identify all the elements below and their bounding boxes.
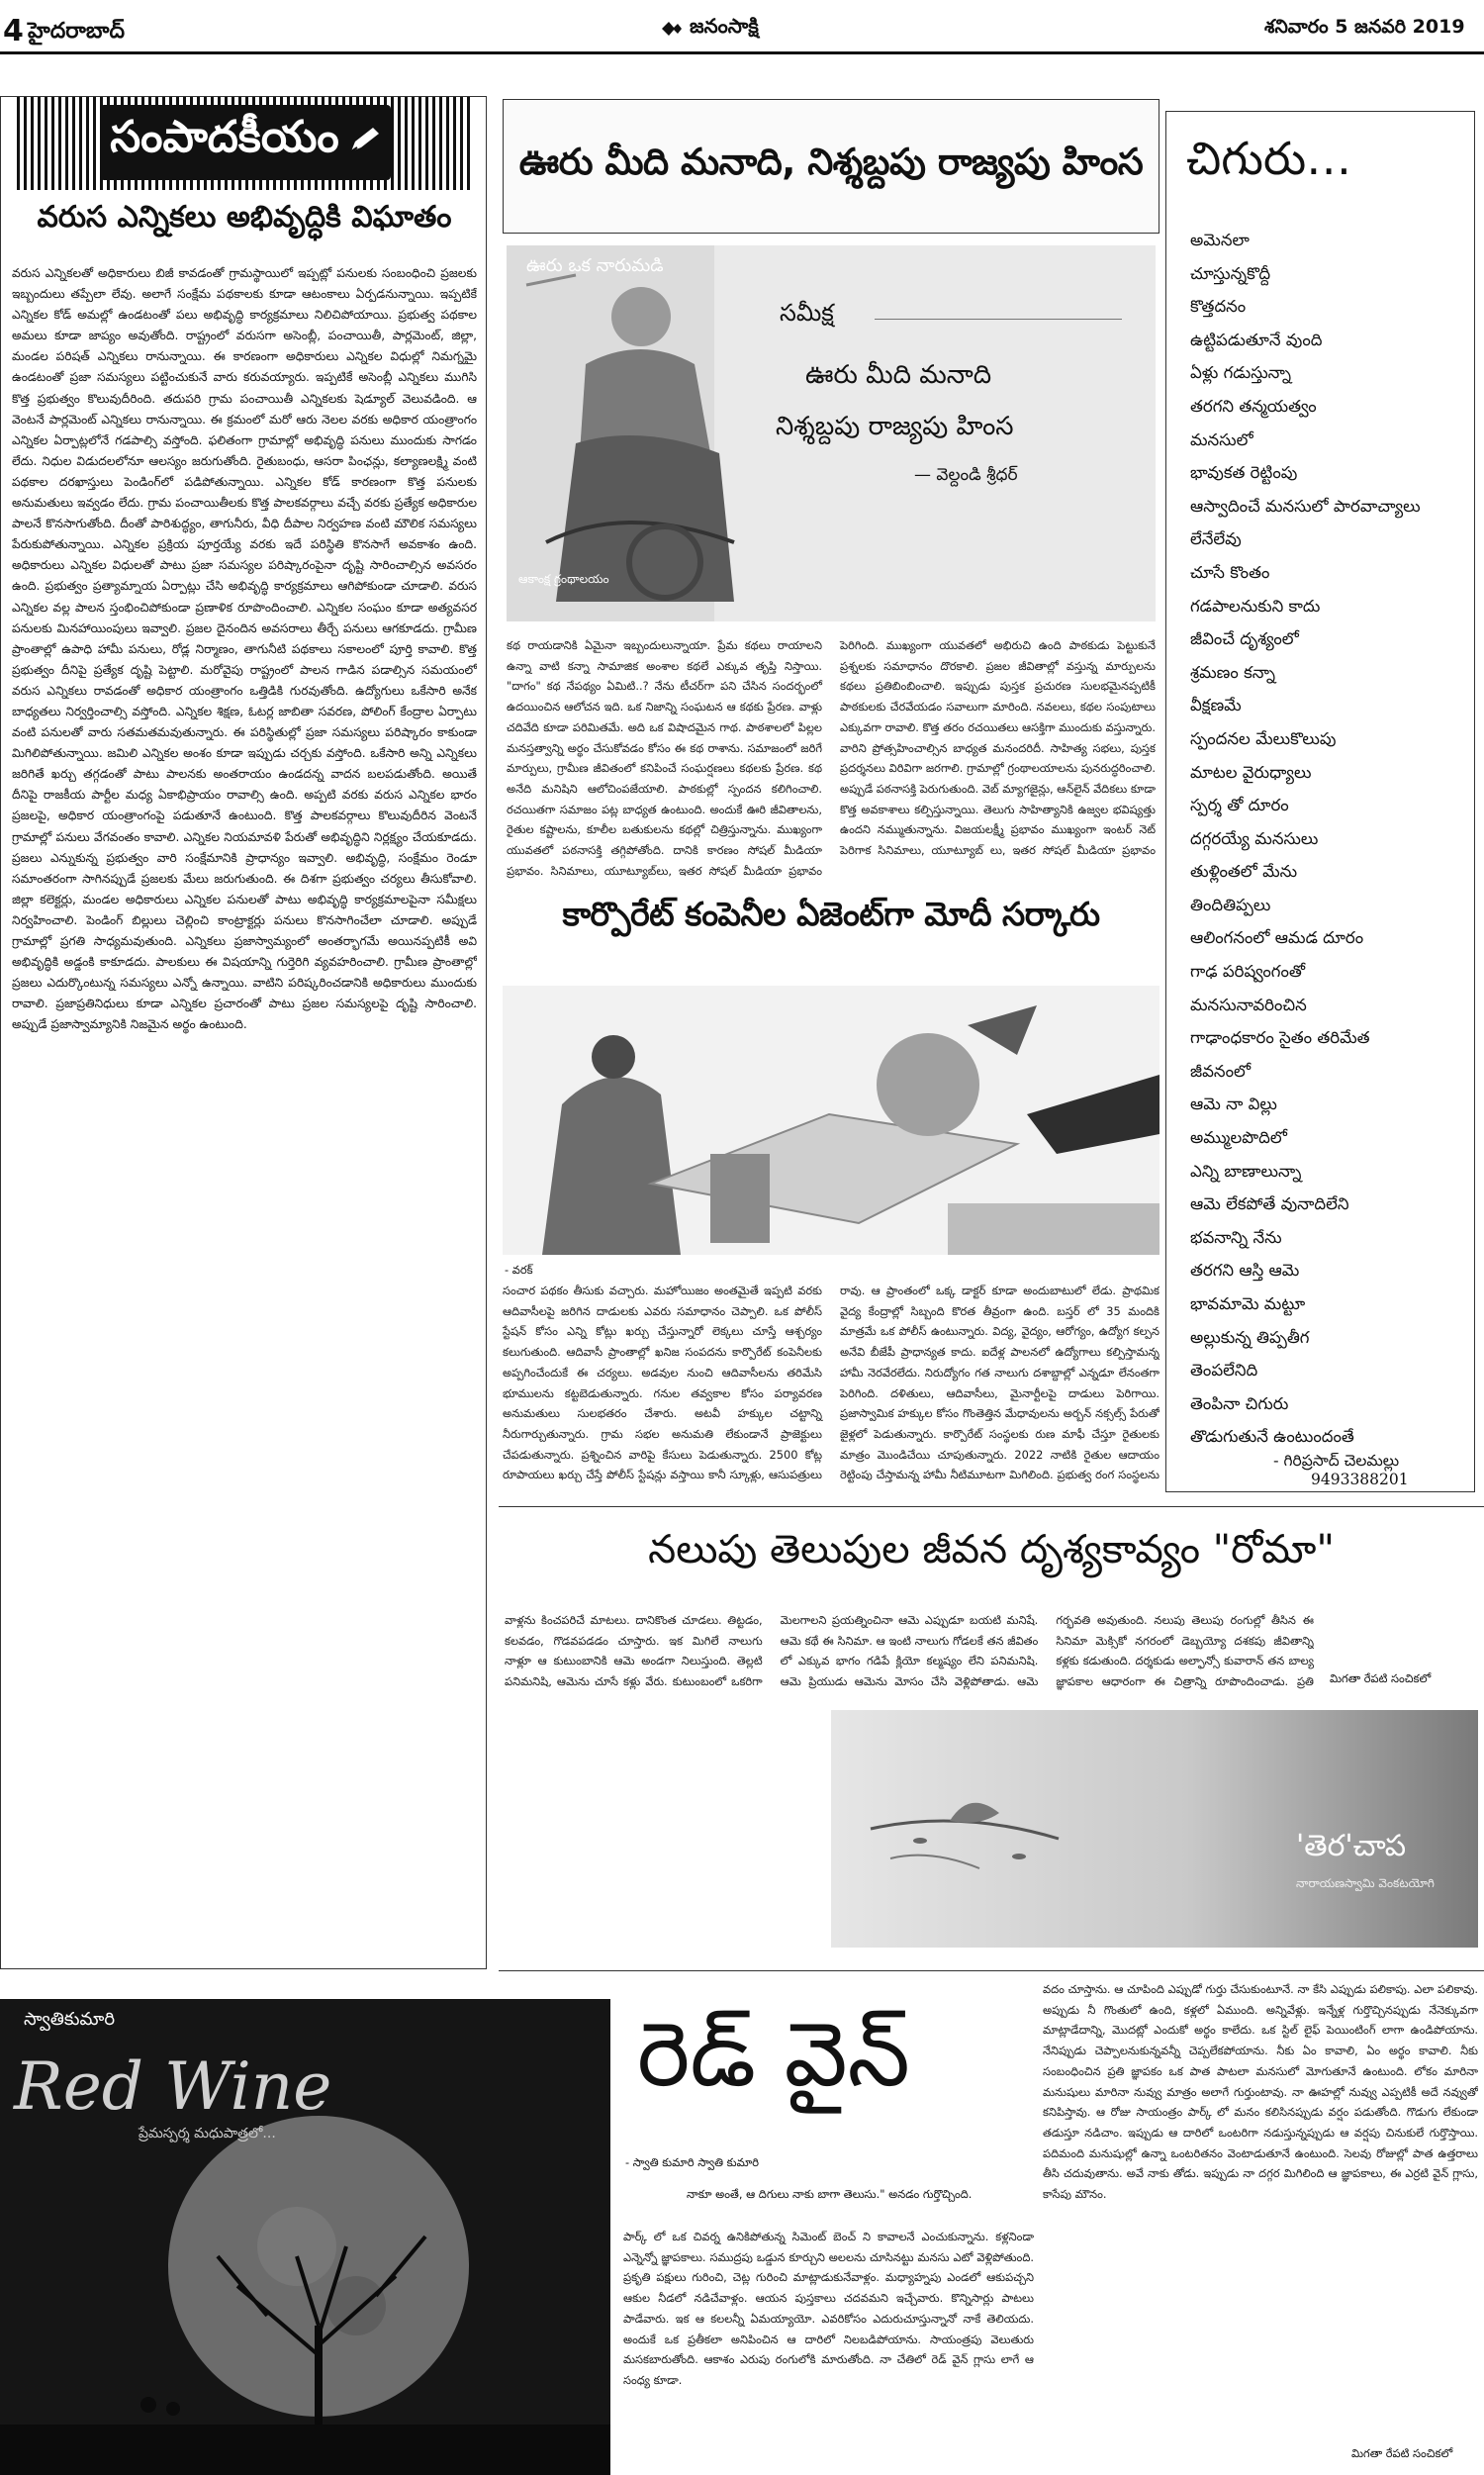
redwine-image-subtitle: ప్రేమస్పర్శ మధుపాత్రలో... xyxy=(139,2126,276,2142)
poem-phone: 9493388201 xyxy=(1311,1471,1409,1488)
poem-line: ఆమె నా విల్లు xyxy=(1190,1095,1277,1114)
poem-section xyxy=(1165,111,1475,1492)
redwine-section xyxy=(0,1979,1484,2475)
poem-line: జీవనంలో xyxy=(1190,1061,1252,1081)
roma-body: వాళ్లను కించపరిచే మాటలు. దానికొంత చూడలు. తిట్టడం, కలవడం, గొడవపడడం చూస్తారు. ఇక మిగిలే నాలుగు నాళ్లూ ఆ కుటుంబానికి ఆమె అండగా నిలుస్తుంది. తెల్లటి పనిమనిషి, ఆమెను చూసే కళ్లు వేరు. కుటుంబంలో ఒకరిగా మెలగాలని ప్రయత్నించినా ఆమె ఎప్పుడూ బయటి మనిషే. ఆమె కథే ఈ సినిమా. ఆ ఇంటి నాలుగు గోడలకే తన జీవితం లో ఎక్కువ భాగం గడిపే క్లియో కల్మష్యం లేని పనిమనిషి. ఆమె ప్రియుడు ఆమెను మోసం చేసి వెళ్లిపోతాడు. ఆమె గర్భవతి అవుతుంది. నలుపు తెలుపు రంగుల్లో తీసిన ఈ సినిమా మెక్సికో నగరంలో డెబ్బయ్యో దశకపు జీవితాన్ని కళ్లకు కడుతుంది. దర్శకుడు అల్ఫాన్సో కువారాన్‌ తన బాల్య జ్ఞాపకాల ఆధారంగా ఈ చిత్రాన్ని రూపొందించాడు. ప్రతి xyxy=(505,1613,1314,1689)
editorial-banner-plate xyxy=(100,105,391,180)
modi-section xyxy=(503,895,1159,1504)
issue-date: శనివారం 5 జనవరి 2019 xyxy=(1264,16,1465,38)
pen-icon xyxy=(347,126,381,159)
poem-line: దగ్గరయ్యే మనసులు xyxy=(1190,828,1319,848)
poem-line: లేనేలేవు xyxy=(1190,529,1242,549)
city-label: హైదరాబాద్ xyxy=(28,19,125,44)
masthead xyxy=(661,14,759,43)
roma-continued: మిగతా రేపటి సంచికలో xyxy=(1330,1671,1432,1685)
book-cover-publisher: ఆకాంక్ష గ్రంథాలయం xyxy=(518,572,609,586)
review-box-title-2: నిశ్శబ్దపు రాజ్యపు హింస xyxy=(776,412,1014,441)
roma-body-left xyxy=(505,1610,1314,1705)
poem-line: తరగని తన్మయత్వం xyxy=(1190,396,1317,416)
poem-line: స్పందనల మేలుకొలుపు xyxy=(1190,728,1337,748)
review-body: కథ రాయడానికి ఏమైనా ఇబ్బందులున్నాయా. ప్రేమ కథలు రాయాలని ఉన్నా వాటి కన్నా సామాజిక అంశాల కథలే ఎక్కువ తృప్తి నిస్తాయి. "దాగం" కథ నేపథ్యం ఏమిటి..? నేను టీచర్‌గా పని చేసిన సందర్భంలో ఉదయించిన ఆలోచన ఇది. ఒక నిజాన్ని సంఘటన ఆ కథకు ప్రేరణ. వాళ్లు చదివేది కూడా పరిమితమే. అది ఒక విషాదమైన గాథ. పాఠశాలలో పిల్లల మనస్తత్వాన్ని అర్థం చేసుకోవడం కోసం ఈ కథ రాశాను. సమాజంలో జరిగే మార్పులు, గ్రామీణ జీవితంలో కనిపించే సంఘర్షణలు కథలకు ప్రేరణ. కథ అనేది మనిషిని ఆలోచింపజేయాలి. పాఠకుల్లో స్పందన కలిగించాలి. రచయితగా సమాజం పట్ల బాధ్యత ఉంటుంది. అందుకే ఊరి జీవితాలను, రైతుల కష్టాలను, కూలీల బతుకులను కథల్లో చిత్రిస్తున్నాను. ముఖ్యంగా యువతలో పఠనాసక్తి తగ్గిపోతోంది. దానికి కారణం సోషల్‌ మీడియా ప్రభావం. సినిమాలు, యూట్యూబ్‌లు, ఇతర సోషల్‌ మీడియా ప్రభావం పెరిగింది. ముఖ్యంగా యువతలో అభిరుచి ఉంది పాఠకుడు పెట్టుకునే ప్రశ్నలకు సమాధానం దొరకాలి. ప్రజల జీవితాల్లో వస్తున్న మార్పులను కథలు ప్రతిబింబించాలి. ఇప్పుడు పుస్తక ప్రచురణ సులభమైనప్పటికీ పాఠకులకు చేరవేయడం సవాలుగా మారింది. నవలలు, కథల సంపుటాలు ఎక్కువగా రావాలి. కొత్త తరం రచయితలు ఆసక్తిగా ముందుకు వస్తున్నారు. వారిని ప్రోత్సహించాల్సిన బాధ్యత మనందరిదీ. సాహిత్య సభలు, పుస్తక ప్రదర్శనలు విరివిగా జరగాలి. గ్రామాల్లో గ్రంథాలయాలను పునరుద్ధరించాలి. అప్పుడే పఠనాసక్తి పెరుగుతుంది. వెబ్‌ మ్యాగజైన్లు, ఆన్‌లైన్‌ వేదికలు కూడా కొత్త అవకాశాలు కల్పిస్తున్నాయి. తెలుగు సాహిత్యానికి ఉజ్వల భవిష్యత్తు ఉందని నమ్ముతున్నాను. విజయలక్ష్మీ ప్రభావం ముఖ్యంగా ఇంటర్‌ నెట్‌ పెరిగాక సినిమాలు, యూట్యూబ్‌ లు, ఇతర సోషల్‌ మీడియా ప్రభావం xyxy=(507,638,1156,878)
poem-line: శ్రమణం కన్నా xyxy=(1190,662,1276,682)
poem-line: ఆలింగనంలో ఆమడ దూరం xyxy=(1190,928,1364,948)
poem-line: మనసులో xyxy=(1190,429,1253,449)
poem-line: కొత్తదనం xyxy=(1190,297,1247,317)
editorial-section xyxy=(0,96,487,1969)
poem-lines xyxy=(1190,224,1467,1454)
book-cover-title: ఊరు ఒక నారుమడి xyxy=(526,255,664,276)
header-rule xyxy=(0,51,1484,54)
redwine-body-1: పార్క్‌ లో ఒక చివర్న ఉనికిపోతున్న సిమెంట్‌ బెంచ్‌ ని కావాలనే ఎంచుకున్నాను. కళ్లనిండా ఎన్నెన్నో జ్ఞాపకాలు. సముద్రపు ఒడ్డున కూర్చుని అలలను చూసినట్టు మనసు ఎటో వెళ్లిపోతుంది. ప్రకృతి పక్షులు గురించి, చెట్ల గురించి మాట్లాడుకునేవాళ్లం. మధ్యాహ్నపు ఎండలో ఆకుపచ్చని ఆకుల నీడలో నడిచేవాళ్లం. ఆయన పుస్తకాలు చదవమని ఇచ్చేవారు. కొన్నిసార్లు పాటలు పాడేవారు. ఇక ఆ కలలన్నీ ఏమయ్యాయో. ఎవరికోసం ఎదురుచూస్తున్నానో నాకే తెలియదు. అందుకే ఒక ప్రతీకలా అనిపించిన ఆ దారిలో నిలబడిపోయాను. సాయంత్రపు వెలుతురు మసకబారుతోంది. ఆకాశం ఎరుపు రంగులోకి మారుతోంది. నా చేతిలో రెడ్‌ వైన్‌ గ్లాసు లాగే ఆ సంధ్య కూడా. xyxy=(623,2230,1034,2387)
roma-body-lower xyxy=(505,1705,821,1966)
masthead-logo-icon xyxy=(661,19,683,37)
poem-line: మాటల వైరుధ్యాలు xyxy=(1190,762,1312,782)
editorial-body: వరుస ఎన్నికలతో అధికారులు బిజీ కావడంతో గ్రామస్థాయిలో ఇప్పట్లో పనులకు సంబంధించి ప్రజలకు ఇబ్బందులు తప్పేలా లేవు. అలాగే సంక్షేమ పథకాలకు కూడా ఆటంకాలు ఏర్పడనున్నాయి. ఇప్పటికే ఎన్నికల కోడ్‌ అమల్లో ఉండటంతో పలు అభివృద్ధి కార్యక్రమాలు నిలిచిపోయాయి. ప్రభుత్వ పథకాల అమలు కూడా జాప్యం అవుతోంది. రాష్ట్రంలో వరుసగా అసెంబ్లీ, పంచాయితీ, పార్లమెంట్‌, జిల్లా, మండల పరిషత్‌ ఎన్నికలు రానున్నాయి. ఈ కారణంగా అధికారులు ఎన్నికల విధుల్లో నిమగ్నమై ఉండటంతో ప్రజా సమస్యలు పట్టించుకునే వారు కరువయ్యారు. ఇప్పటికే అసెంబ్లీ ఎన్నికలు ముగిసి కొత్త ప్రభుత్వం కొలువుదీరింది. తదుపరి గ్రామ పంచాయితీ ఎన్నికలకు షెడ్యూల్‌ వెలువడింది. ఆ వెంటనే పార్లమెంట్‌ ఎన్నికలు రానున్నాయి. ఈ క్రమంలో మరో ఆరు నెలల వరకు అధికార యంత్రాంగం ఎన్నికల ఏర్పాట్లలోనే గడపాల్సి వస్తోంది. ఫలితంగా గ్రామాల్లో అభివృద్ధి పనులు ముందుకు సాగడం లేదు. నిధుల విడుదలలోనూ ఆలస్యం జరుగుతోంది. రైతుబంధు, ఆసరా పింఛన్లు, కల్యాణలక్ష్మి వంటి పథకాల దరఖాస్తులు పెండింగ్‌లో పడిపోతున్నాయి. ఎన్నికల కోడ్‌ కారణంగా కొత్త పనులకు అనుమతులు ఇవ్వడం లేదు. గ్రామ పంచాయితీలకు కొత్త పాలకవర్గాలు వచ్చే వరకు ప్రత్యేక అధికారుల పాలనే కొనసాగుతోంది. దీంతో పారిశుద్ధ్యం, తాగునీరు, వీధి దీపాల నిర్వహణ వంటి మౌలిక సమస్యలు పేరుకుపోతున్నాయి. ఎన్నికల ప్రక్రియ పూర్తయ్యే వరకు ఇదే పరిస్థితి కొనసాగే అవకాశం ఉంది. అధికారులు ఎన్నికల విధులతో పాటు ప్రజా సమస్యల పరిష్కారంపైనా దృష్టి సారించాల్సిన అవసరం ఉంది. ప్రభుత్వం ప్రత్యామ్నాయ ఏర్పాట్లు చేసి అభివృద్ధి కార్యక్రమాలు ఆగిపోకుండా చూడాలి. వరుస ఎన్నికల వల్ల పాలన స్తంభించిపోకుండా ప్రణాళిక రూపొందించాలి. ఎన్నికల సంఘం కూడా అత్యవసర పనులకు మినహాయింపులు ఇవ్వాలి. ప్రజల దైనందిన అవసరాలు తీర్చే పనులు ఆగకూడదు. గ్రామీణ ప్రాంతాల్లో ఉపాధి హామీ పనులు, రోడ్ల నిర్మాణం, తాగునీటి పథకాలు సకాలంలో పూర్తి కావాలి. కొత్త ప్రభుత్వం దీనిపై ప్రత్యేక దృష్టి పెట్టాలి. మరోవైపు రాష్ట్రంలో పాలన గాడిన పడాల్సిన సమయంలో వరుస ఎన్నికలు రావడంతో అధికార యంత్రాంగం ఒత్తిడికి గురవుతోంది. ఉద్యోగులు ఒకేసారి అనేక బాధ్యతలు నిర్వర్తించాల్సి వస్తోంది. ఎన్నికల శిక్షణ, ఓటర్ల జాబితా సవరణ, పోలింగ్‌ కేంద్రాల ఏర్పాటు వంటి పనులతో వారు సతమతమవుతున్నారు. ఈ పరిస్థితుల్లో ప్రజా సమస్యలు పరిష్కారం కాకుండా మిగిలిపోతున్నాయి. జమిలి ఎన్నికల అంశం కూడా ఇప్పుడు చర్చకు వస్తోంది. ఒకేసారి అన్ని ఎన్నికలు జరిగితే ఖర్చు తగ్గడంతో పాటు పాలనకు అంతరాయం ఉండదన్న వాదన బలపడుతోంది. అయితే దీనిపై రాజకీయ పార్టీల మధ్య ఏకాభిప్రాయం రావాల్సి ఉంది. అప్పటి వరకు వరుస ఎన్నికల భారం ప్రజలపై, అధికార యంత్రాంగంపై పడుతూనే ఉంటుంది. కొత్త పాలకవర్గాలు కొలువుదీరిన వెంటనే గ్రామాల్లో పనులు వేగవంతం కావాలి. ఎన్నికల నియమావళి పేరుతో అభివృద్ధిని నిర్లక్ష్యం చేయకూడదు. ప్రజలు ఎన్నుకున్న ప్రభుత్వం వారి సంక్షేమానికి ప్రాధాన్యం ఇవ్వాలి. అభివృద్ధి, సంక్షేమం రెండూ సమాంతరంగా సాగినప్పుడే ప్రజలకు మేలు జరుగుతుంది. ఈ దిశగా ప్రభుత్వం చర్యలు తీసుకోవాలి. జిల్లా కలెక్టర్లు, మండల అధికారులు ఎన్నికల పనులతో పాటు అభివృద్ధి కార్యక్రమాలపైనా సమీక్షలు నిర్వహించాలి. పెండింగ్‌ బిల్లులు చెల్లించి కాంట్రాక్టర్లు పనులు కొనసాగించేలా చూడాలి. అప్పుడే గ్రామాల్లో ప్రగతి సాధ్యమవుతుంది. ఎన్నికలు ప్రజాస్వామ్యంలో అంతర్భాగమే అయినప్పటికీ అవి అభివృద్ధికి అడ్డంకి కాకూడదు. పాలకులు ఈ విషయాన్ని గుర్తెరిగి వ్యవహరించాలి. గ్రామీణ ప్రాంతాల్లో ప్రజలు ఎదుర్కొంటున్న సమస్యలు ఎన్నో ఉన్నాయి. వాటిని పరిష్కరించడానికి అధికారులు ముందుకు రావాలి. ప్రజాప్రతినిధులు కూడా ఎన్నికల ప్రచారంతో పాటు ప్రజల సమస్యలపై దృష్టి సారించాలి. అప్పుడే ప్రజాస్వామ్యానికి నిజమైన అర్థం ఉంటుంది. xyxy=(12,266,477,1032)
review-box-author: — వెల్దండి శ్రీధర్‌ xyxy=(914,465,1018,485)
poem-line: గాఢ పరిష్వంగంతో xyxy=(1190,962,1306,982)
poem-line: తొడుగుతునే ఉంటుందంతే xyxy=(1190,1427,1354,1447)
redwine-headline: రెడ్‌ వైన్‌ xyxy=(637,2003,910,2107)
poem-line: భావమామె మట్టూ xyxy=(1190,1294,1306,1313)
redwine-byline: - స్వాతి కుమారి స్వాతి కుమారి xyxy=(625,2155,760,2169)
poem-line: భవనాన్ని నేను xyxy=(1190,1227,1282,1247)
modi-body: సంచార పథకం తీసుకు వచ్చారు. మహోయిజం అంతమైతే ఇప్పటి వరకు ఆదివాసీలపై జరిగిన దాడులకు ఎవరు సమాధానం చెప్పాలి. ఒక పోలీస్‌ స్టేషన్‌ కోసం ఎన్ని కోట్లు ఖర్చు చేస్తున్నారో లెక్కలు చూస్తే ఆశ్చర్యం కలుగుతుంది. ఆదివాసీ ప్రాంతాల్లో ఖనిజ సంపదను కార్పొరేట్‌ కంపెనీలకు అప్పగించేందుకే ఈ చర్యలు. అడవుల నుంచి ఆదివాసీలను తరిమేసి భూములను కట్టబెడుతున్నారు. గనుల తవ్వకాల కోసం పర్యావరణ అనుమతులు సులభతరం చేశారు. అటవీ హక్కుల చట్టాన్ని నీరుగార్చుతున్నారు. గ్రామ సభల అనుమతి లేకుండానే ప్రాజెక్టులు చేపడుతున్నారు. ప్రశ్నించిన వారిపై కేసులు పెడుతున్నారు. 2500 కోట్ల రూపాయలు ఖర్చు చేస్తే పోలీస్‌ స్టేషన్లు వస్తాయి కానీ స్కూళ్లు, ఆసుపత్రులు రావు. ఆ ప్రాంతంలో ఒక్క డాక్టర్‌ కూడా అందుబాటులో లేడు. ప్రాథమిక వైద్య కేంద్రాల్లో సిబ్బంది కొరత తీవ్రంగా ఉంది. బస్తర్‌ లో 35 మందికి మాత్రమే ఒక పోలీస్‌ ఉంటున్నారు. విద్య, వైద్యం, ఆరోగ్యం, ఉద్యోగ కల్పన అనేవి బీజేపీ ప్రాధాన్యత కాదు. ఐదేళ్ల పాలనలో ఉద్యోగాలు కల్పిస్తామన్న హామీ నెరవేరలేదు. నిరుద్యోగం గత నాలుగు దశాబ్దాల్లో ఎన్నడూ లేనంతగా పెరిగింది. దళితులు, ఆదివాసీలు, మైనార్టీలపై దాడులు పెరిగాయి. ప్రజాస్వామిక హక్కుల కోసం గొంతెత్తిన మేధావులను అర్బన్‌ నక్సల్స్‌ పేరుతో జైళ్లలో పెడుతున్నారు. కార్పొరేట్‌ సంస్థలకు రుణ మాఫీ చేస్తూ రైతులకు మాత్రం మొండిచేయి చూపుతున్నారు. 2022 నాటికి రైతుల ఆదాయం రెట్టింపు చేస్తామన్న హామీ నీటిమూటగా మిగిలింది. ప్రభుత్వ రంగ సంస్థలను xyxy=(503,1284,1159,1482)
roma-headline: నలుపు తెలుపుల జీవన దృశ్యకావ్యం "రోమా" xyxy=(648,1527,1335,1572)
poem-title: చిగురు… xyxy=(1186,132,1352,185)
poem-line: గాఢాంధకారం సైతం తరిమేత xyxy=(1190,1028,1370,1048)
review-box-title-1: ఊరు మీది మనాది xyxy=(805,360,992,390)
poem-line: చూస్తున్నకొద్దీ xyxy=(1190,263,1271,283)
page-header xyxy=(0,0,1484,63)
modi-illustration-image xyxy=(503,986,1159,1255)
roma-image-credit: నారాయణస్వామి వెంకటయోగి xyxy=(1296,1876,1435,1890)
review-section xyxy=(503,99,1159,891)
poem-line: ఎన్ని బాణాలున్నా xyxy=(1190,1161,1302,1181)
poem-line: తరగని ఆస్తి ఆమె xyxy=(1190,1261,1300,1281)
poem-line: తిందితిప్పలు xyxy=(1190,895,1271,914)
masthead-name: జనంసాక్షి xyxy=(689,14,759,38)
redwine-image xyxy=(0,1999,610,2475)
poem-line: ఏళ్లు గడుస్తున్నా xyxy=(1190,363,1291,383)
review-label-rule xyxy=(875,319,1122,320)
editorial-headline: వరుస ఎన్నికలు అభివృద్ధికి విఘాతం xyxy=(37,200,452,235)
poem-line: మనసునావరించిన xyxy=(1190,995,1307,1014)
poem-line: అమెనలా xyxy=(1190,231,1250,249)
redwine-body-2: వదం చూస్తాను. ఆ చూపింది ఎప్పుడో గుర్తు చేసుకుంటూనే. నా కేసి ఎప్పుడు పలికాపు. ఎలా పలికావు. అప్పుడు నీ గొంతులో ఉంది, కళ్లలో ఏముంది. అన్నివేళ్లు. ఇన్నేళ్ల గుర్తొచ్చినప్పుడు నేనెక్కువగా మాట్లాడేదాన్ని, మొదట్లో ఎందుకో అర్థం కాలేదు. ఒక స్టిల్‌ లైఫ్‌ పెయింటింగ్‌ లాగా ఉండిపోయాను. నేనిప్పుడు చెప్పాలనుకున్నవన్నీ చెప్పలేకపోయాను. నీకు ఏం కావాలి, ఏం అర్థం కావాలి. నీకు సంబంధించిన ప్రతి జ్ఞాపకం ఒక పాత పాటలా మనసులో మోగుతూనే ఉంటుంది. లోకం మారినా మనుషులు మారినా నువ్వు మాత్రం అలాగే గుర్తుంటావు. నా ఊహల్లో నువ్వు ఎప్పటికీ అదే నవ్వుతో కనిపిస్తావు. ఆ రోజు సాయంత్రం పార్క్‌ లో మనం కలిసినప్పుడు వర్షం పడుతోంది. గొడుగు లేకుండా తడుస్తూ నడిచాం. ఇప్పుడు ఆ దారిలో ఒంటరిగా నడుస్తున్నప్పుడు ఆ వర్షపు చినుకులే గుర్తొస్తాయి. పదిమంది మనుషుల్లో ఉన్నా ఒంటరితనం వెంటాడుతూనే ఉంటుంది. సెలవు రోజుల్లో పాత ఉత్తరాలు తీసి చదువుతాను. అవే నాకు తోడు. ఇప్పుడు నా దగ్గర మిగిలింది ఆ జ్ఞాపకాలు, ఈ ఎర్రటి వైన్‌ గ్లాసు, కాసేపు మౌనం. xyxy=(1043,1982,1478,2202)
poem-line: ఉట్టిపడుతూనే వుంది xyxy=(1190,330,1323,349)
poem-line: అల్లుకున్న తిప్పతీగ xyxy=(1190,1327,1310,1347)
page-number: 4 xyxy=(3,14,24,48)
roma-image-label: 'తెర'చాప xyxy=(1296,1829,1407,1863)
editorial-banner-text: సంపాదకీయం xyxy=(110,112,339,162)
poem-line: గడపాలనుకుని కాదు xyxy=(1190,596,1321,616)
review-label: సమీక్ష xyxy=(780,299,834,327)
redwine-image-author: స్వాతికుమారి xyxy=(24,2009,115,2030)
poem-line: అమ్ములపొదిలో xyxy=(1190,1128,1287,1148)
poem-line: వీక్షణమే xyxy=(1190,696,1242,715)
poem-line: ఆమె లేకపోతే వునాదిలేని xyxy=(1190,1194,1349,1214)
roma-section xyxy=(499,1506,1484,1971)
editorial-banner xyxy=(17,97,470,190)
redwine-image-title: Red Wine xyxy=(14,2048,332,2125)
redwine-quote: నాకూ అంతే, ఆ దిగులు నాకు బాగా తెలుసు." అనడం గుర్తొచ్చింది. xyxy=(687,2187,973,2201)
review-headline-box xyxy=(503,99,1159,234)
poem-author: - గిరిప్రసాద్‌ చెలమల్లు xyxy=(1273,1452,1400,1470)
review-headline: ఊరు మీది మనాది, నిశ్శబ్దపు రాజ్యపు హింస xyxy=(518,141,1144,183)
poem-line: తెంపలేనిది xyxy=(1190,1361,1258,1380)
poem-line: తుళ్లింతలో మేను xyxy=(1190,862,1298,882)
poem-line: చూసే కొంతం xyxy=(1190,562,1270,582)
redwine-continued: మిగతా రేపటి సంచికలో xyxy=(1351,2446,1453,2460)
roma-image xyxy=(831,1710,1478,1948)
poem-line: తెంపినా చిగురు xyxy=(1190,1393,1289,1413)
poem-line: భావుకత రెట్టింపు xyxy=(1190,463,1298,483)
review-book-cover-image xyxy=(507,245,1156,621)
modi-byline: - వరక్‌ xyxy=(505,1263,533,1277)
modi-headline: కార్పొరేట్‌ కంపెనీల ఏజెంట్‌గా మోదీ సర్కారు xyxy=(562,895,1100,933)
poem-line: స్పర్శ తో దూరం xyxy=(1190,796,1289,815)
poem-line: ఆస్వాదించే మనసులో పారవాచ్యాలు xyxy=(1190,496,1421,516)
review-title-box xyxy=(766,299,1140,517)
poem-line: జీవించే దృశ్యంలో xyxy=(1190,629,1299,649)
